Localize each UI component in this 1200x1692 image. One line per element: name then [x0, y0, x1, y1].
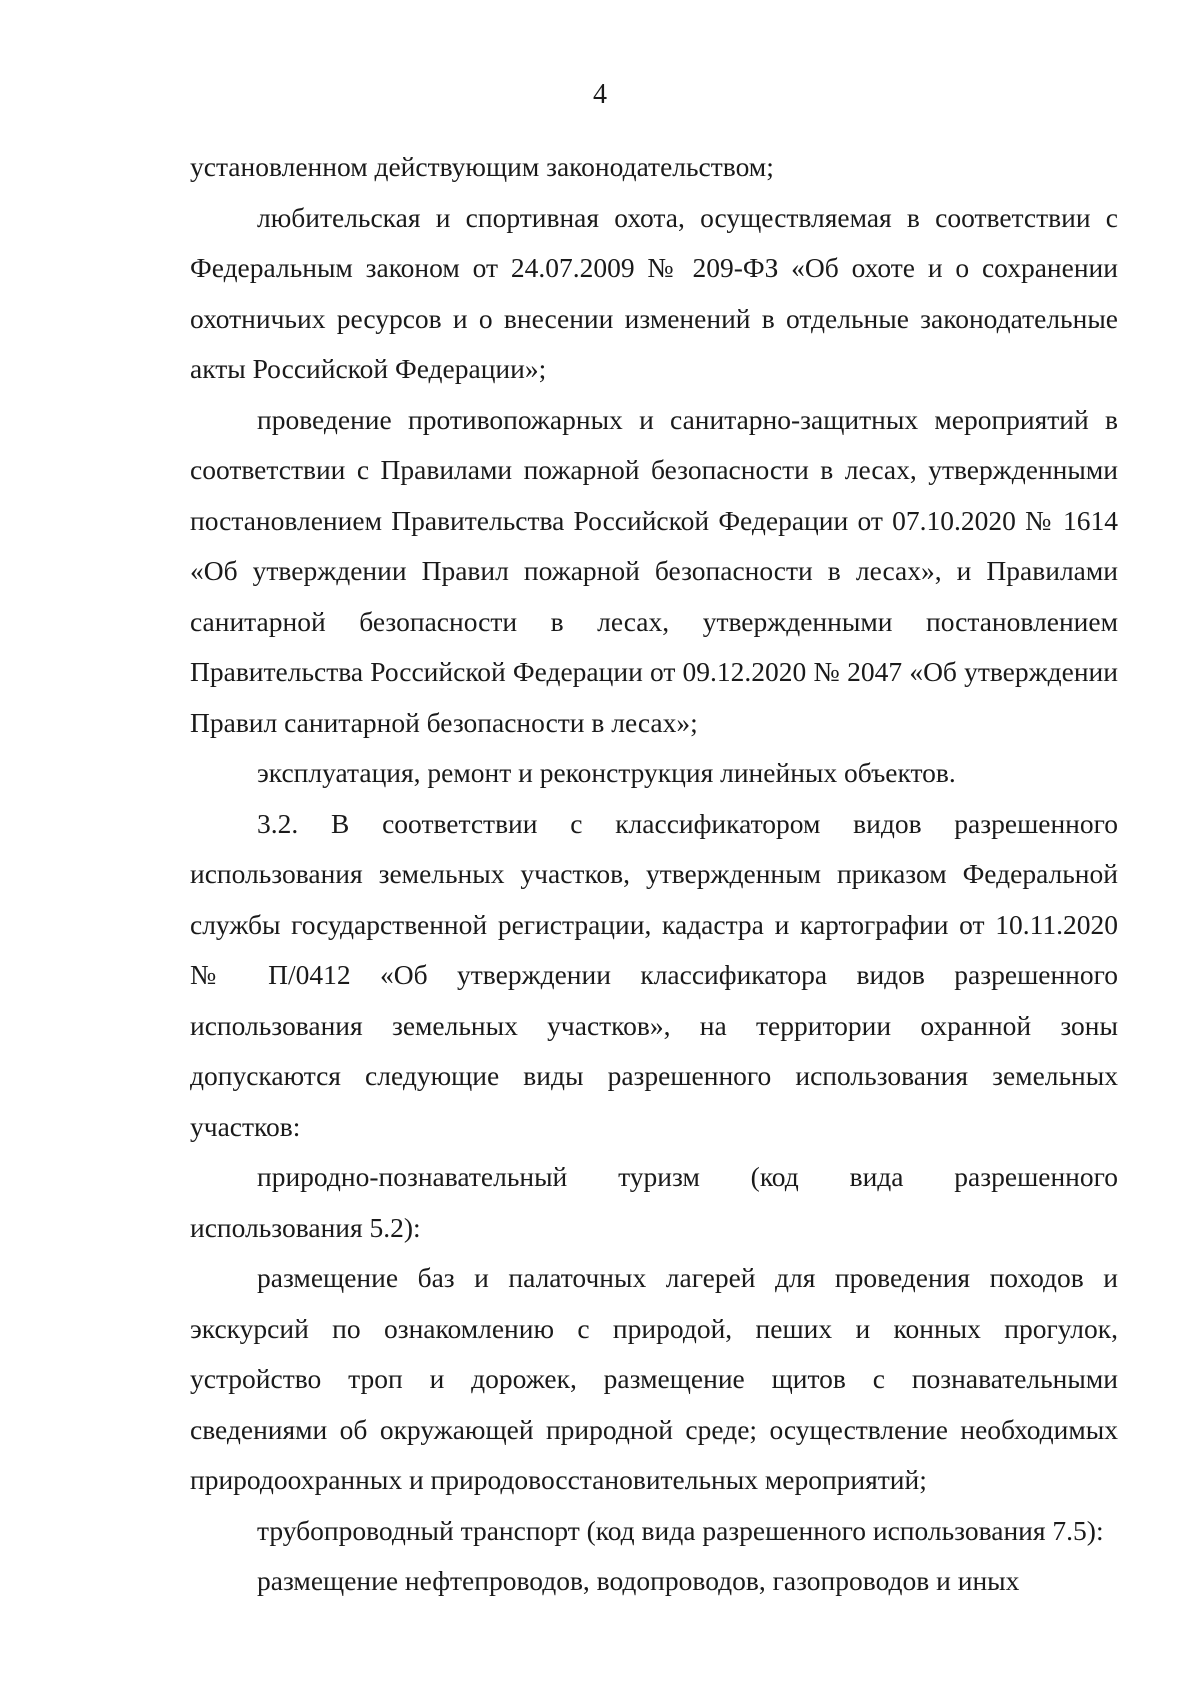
paragraph-5: 3.2. В соответствии с классификатором видов разрешенного использования земельных участков, утвержденным приказом Федеральной службы государственной регистрации, кадастра и картографии от 10.11.2020 № П/0412 «Об утверждении классификатора видов разрешенного использования земельных участков», на территории охранной зоны допускаются следующие виды разрешенного использования земельных участков: [190, 807, 1118, 1142]
paragraph-8: трубопроводный транспорт (код вида разрешенного использования 7.5): [257, 1514, 1104, 1546]
paragraph-3: проведение противопожарных и санитарно-защитных мероприятий в соответствии с Правилами пожарной безопасности в лесах, утвержденными постановлением Правительства Российской Федерации от 07.10.2020 № 1614 «Об утверждении Правил пожарной безопасности в лесах», и Правилами санитарной безопасности в лесах, утвержденными постановлением Правительства Российской Федерации от 09.12.2020 № 2047 «Об утверждении Правил санитарной безопасности в лесах»; [190, 403, 1118, 738]
paragraph-2: любительская и спортивная охота, осуществляемая в соответствии с Федеральным законом от 24.07.2009 № 209-ФЗ «Об охоте и о сохранении охотничьих ресурсов и о внесении изменений в отдельные законодательные акты Российской Федерации»; [190, 201, 1118, 384]
paragraph-4: эксплуатация, ремонт и реконструкция линейных объектов. [257, 757, 956, 788]
document-body [190, 142, 1118, 1607]
paragraph-9: размещение нефтепроводов, водопроводов, газопроводов и иных [257, 1565, 1020, 1596]
paragraph-6: природно-познавательный туризм (код вида разрешенного использования 5.2): [190, 1161, 1118, 1243]
page-number: 4 [593, 79, 607, 110]
paragraph-7: размещение баз и палаточных лагерей для проведения походов и экскурсий по ознакомлению с природой, пеших и конных прогулок, устройство троп и дорожек, размещение щитов с познавательными сведениями об окружающей природной среде; осуществление необходимых природоохранных и природовосстановительных мероприятий; [190, 1262, 1118, 1495]
paragraph-1: установленном действующим законодательством; [190, 151, 774, 182]
